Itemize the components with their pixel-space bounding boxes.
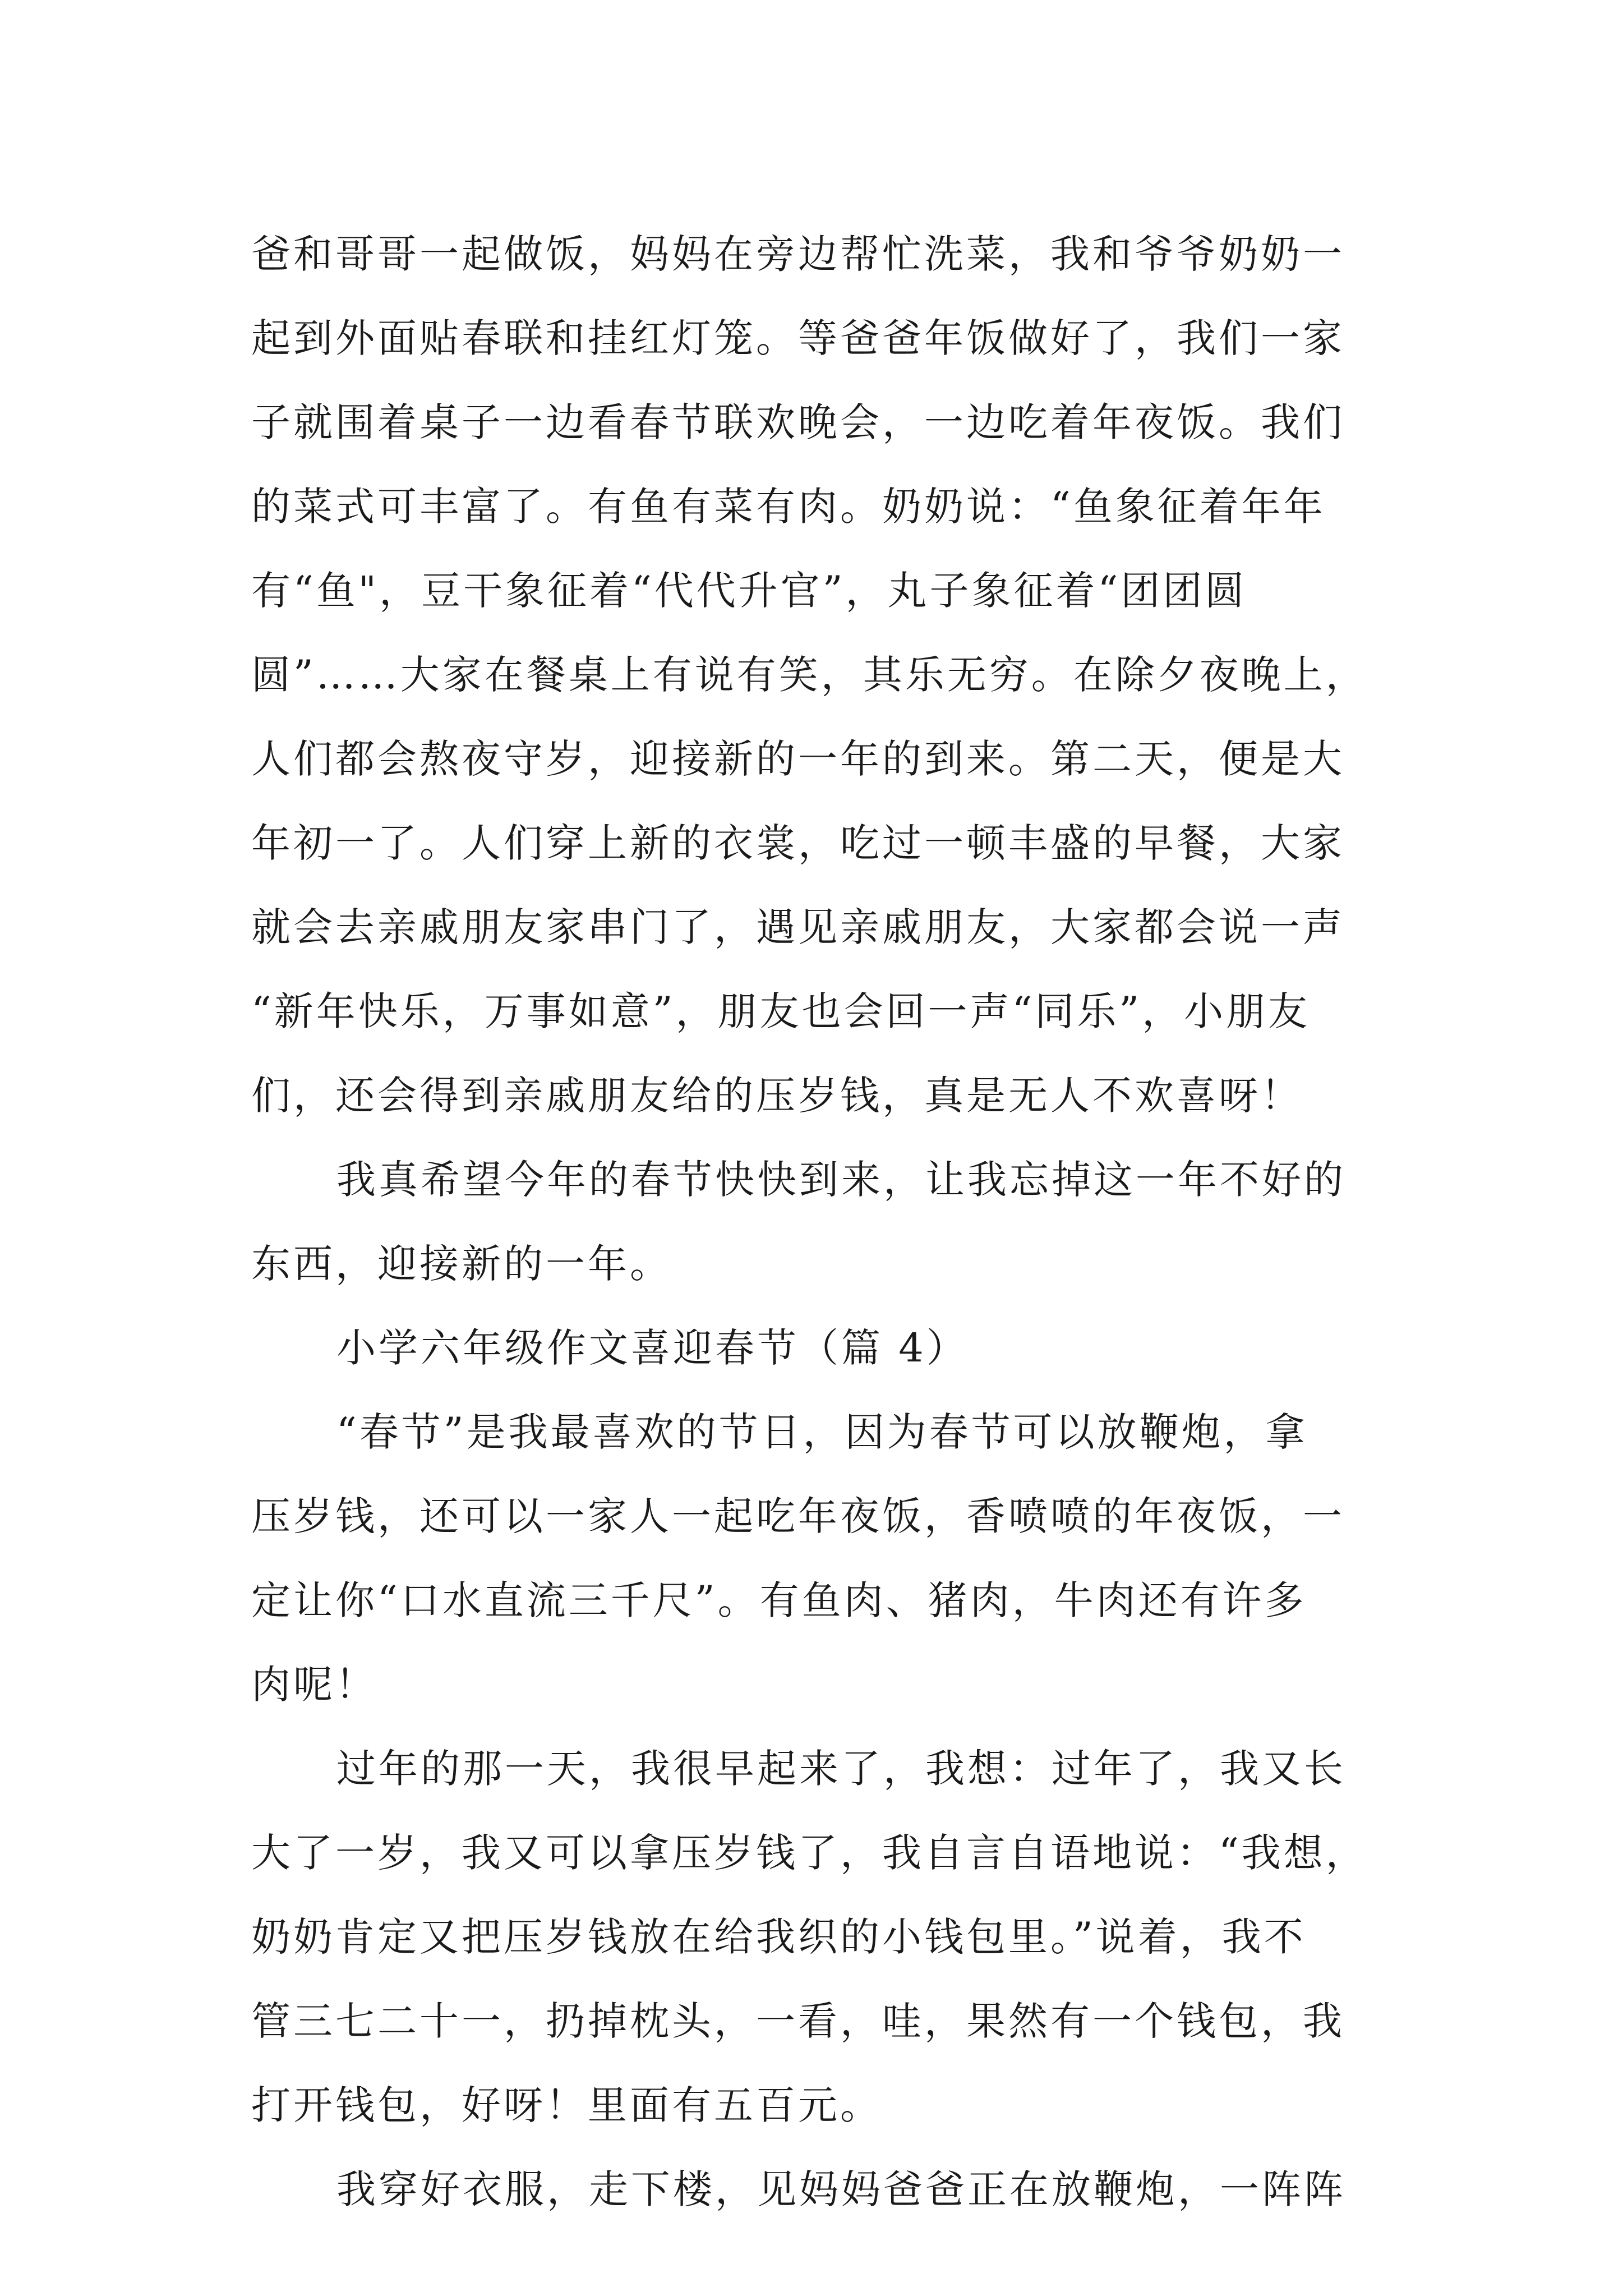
text-line: 圆”……大家在餐桌上有说有笑，其乐无穷。在除夕夜晚上， xyxy=(251,652,1368,698)
text-line: 就会去亲戚朋友家串门了，遇见亲戚朋友，大家都会说一声 xyxy=(251,904,1345,950)
text-line: 的菜式可丰富了。有鱼有菜有肉。奶奶说：“鱼象征着年年 xyxy=(251,484,1326,530)
text-line: 爸和哥哥一起做饭，妈妈在旁边帮忙洗菜，我和爷爷奶奶一 xyxy=(251,231,1345,277)
text-line: 起到外面贴春联和挂红灯笼。等爸爸年饭做好了，我们一家 xyxy=(251,315,1345,361)
section-heading: 小学六年级作文喜迎春节（篇 4） xyxy=(336,1325,969,1371)
paragraph-start-line: 过年的那一天，我很早起来了，我想：过年了，我又长 xyxy=(336,1746,1346,1792)
text-line: 管三七二十一，扔掉枕头，一看，哇，果然有一个钱包，我 xyxy=(251,1998,1345,2044)
text-line: 东西，迎接新的一年。 xyxy=(251,1241,672,1287)
paragraph-start-line: 我穿好衣服，走下楼，见妈妈爸爸正在放鞭炮，一阵阵 xyxy=(336,2166,1346,2212)
text-line: 定让你“口水直流三千尺”。有鱼肉、猪肉，牛肉还有许多 xyxy=(251,1577,1307,1623)
text-line: 们，还会得到亲戚朋友给的压岁钱，真是无人不欢喜呀！ xyxy=(251,1073,1303,1119)
paragraph-start-line: “春节”是我最喜欢的节日，因为春节可以放鞭炮，拿 xyxy=(336,1409,1308,1455)
paragraph-start-line: 我真希望今年的春节快快到来，让我忘掉这一年不好的 xyxy=(336,1157,1346,1203)
text-line: 奶奶肯定又把压岁钱放在给我织的小钱包里。”说着，我不 xyxy=(251,1914,1306,1960)
text-line: 肉呢！ xyxy=(251,1662,377,1708)
text-line: 压岁钱，还可以一家人一起吃年夜饭，香喷喷的年夜饭，一 xyxy=(251,1493,1345,1539)
text-line: 年初一了。人们穿上新的衣裳，吃过一顿丰盛的早餐，大家 xyxy=(251,820,1345,866)
article-body xyxy=(251,212,1384,2231)
text-line: 子就围着桌子一边看春节联欢晚会，一边吃着年夜饭。我们 xyxy=(251,399,1345,445)
text-line: 大了一岁，我又可以拿压岁钱了，我自言自语地说：“我想， xyxy=(251,1830,1368,1876)
text-line: 人们都会熬夜守岁，迎接新的一年的到来。第二天，便是大 xyxy=(251,736,1345,782)
text-line: 打开钱包，好呀！里面有五百元。 xyxy=(251,2082,882,2128)
text-line: 有“鱼"，豆干象征着“代代升官”，丸子象征着“团团圆 xyxy=(251,568,1247,614)
text-line: “新年快乐，万事如意”，朋友也会回一声“同乐”，小朋友 xyxy=(251,988,1311,1034)
